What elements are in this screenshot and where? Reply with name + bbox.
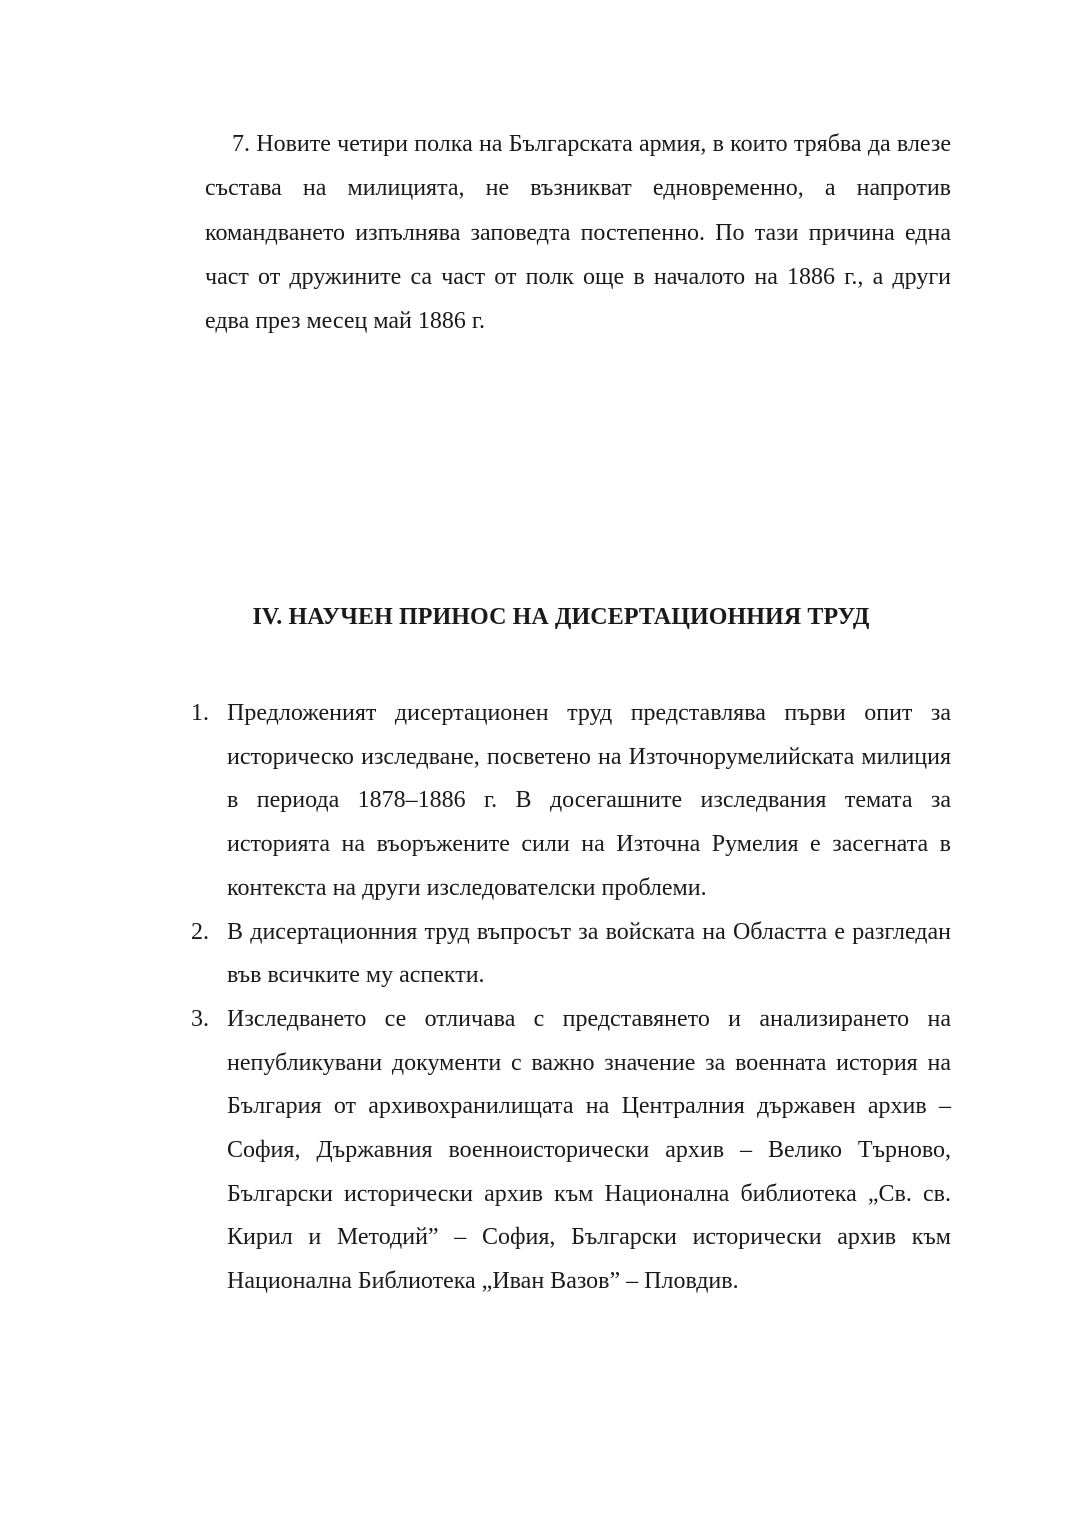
list-item-text: В дисертационния труд въпросът за войската на Областта е разгледан във всичките му аспекти. [227, 918, 951, 989]
list-item-text: Предложеният дисертационен труд представлява първи опит за историческо изследване, посветено на Източнорумелийската милиция в периода 1878–1886 г. В досегашните изследвания темата за историята на въоръжените сили на Източна Румелия е засегната в контекста на други изследователски проблеми. [227, 700, 951, 901]
list-item-text: Изследването се отличава с представянето и анализирането на непубликувани документи с важно значение за военната история на България от архивохранилищата на Централния държавен архив – София, Държавния военноисторически архив – Велико Търново, Български исторически архив към Национална библиотека „Св. св. Кирил и Методий” – София, Български исторически архив към Национална Библиотека „Иван Вазов” – Пловдив. [227, 1005, 951, 1295]
list-item [191, 998, 951, 1304]
list-item [191, 692, 951, 911]
section-heading [0, 604, 1080, 631]
list-item-number: 1. [191, 700, 209, 726]
section-heading-text: IV. НАУЧЕН ПРИНОС НА ДИСЕРТАЦИОННИЯ ТРУД [252, 604, 870, 630]
list-item [191, 911, 951, 998]
list-item-number: 2. [191, 918, 209, 945]
list-item-number: 3. [191, 1005, 209, 1032]
paragraph-point-7: 7. Новите четири полка на Българската армия, в които трябва да влезе състава на милицията, не възникват едновременно, а напротив командването изпълнява заповедта постепенно. По тази причина една част от дружините са част от полк още в началото на 1886 г., а други едва през месец май 1886 г. [205, 131, 951, 335]
contributions-list [191, 692, 951, 1304]
